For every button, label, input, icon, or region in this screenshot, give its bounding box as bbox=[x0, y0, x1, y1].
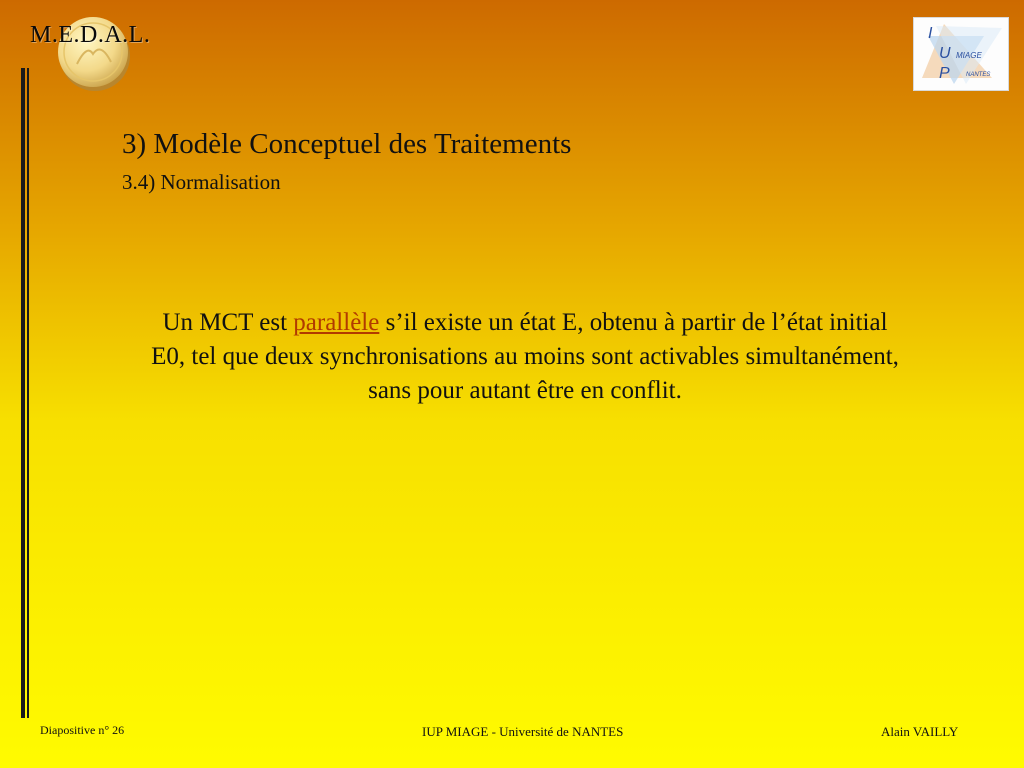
slide-subtitle: 3.4) Normalisation bbox=[122, 170, 281, 194]
svg-text:U: U bbox=[939, 45, 951, 62]
svg-text:I: I bbox=[928, 25, 933, 42]
footer-author: Alain VAILLY bbox=[881, 724, 959, 739]
svg-text:NANTES: NANTES bbox=[966, 72, 991, 78]
brand-title: M.E.D.A.L. bbox=[30, 22, 151, 48]
slide-title: 3) Modèle Conceptuel des Traitements bbox=[122, 128, 572, 160]
term-link-parallele[interactable]: parallèle bbox=[293, 309, 380, 336]
footer-institution: IUP MIAGE - Université de NANTES bbox=[422, 724, 624, 739]
left-decorative-bar bbox=[21, 68, 25, 718]
svg-text:P: P bbox=[939, 65, 950, 82]
svg-text:MIAGE: MIAGE bbox=[956, 51, 982, 60]
iup-miage-logo-icon bbox=[914, 18, 1008, 90]
slide-number: Diapositive n° 26 bbox=[40, 723, 125, 737]
iup-miage-logo bbox=[913, 17, 1009, 91]
definition-text-end: s’il existe un état E, obtenu à partir de l’état initial E0, tel que deux synchronisations au moins sont activables simultanément, sans pour autant être en conflit. bbox=[151, 309, 899, 404]
left-decorative-bar-thin bbox=[27, 68, 29, 718]
definition-paragraph bbox=[150, 306, 900, 408]
definition-text-start: Un MCT est bbox=[162, 309, 294, 336]
